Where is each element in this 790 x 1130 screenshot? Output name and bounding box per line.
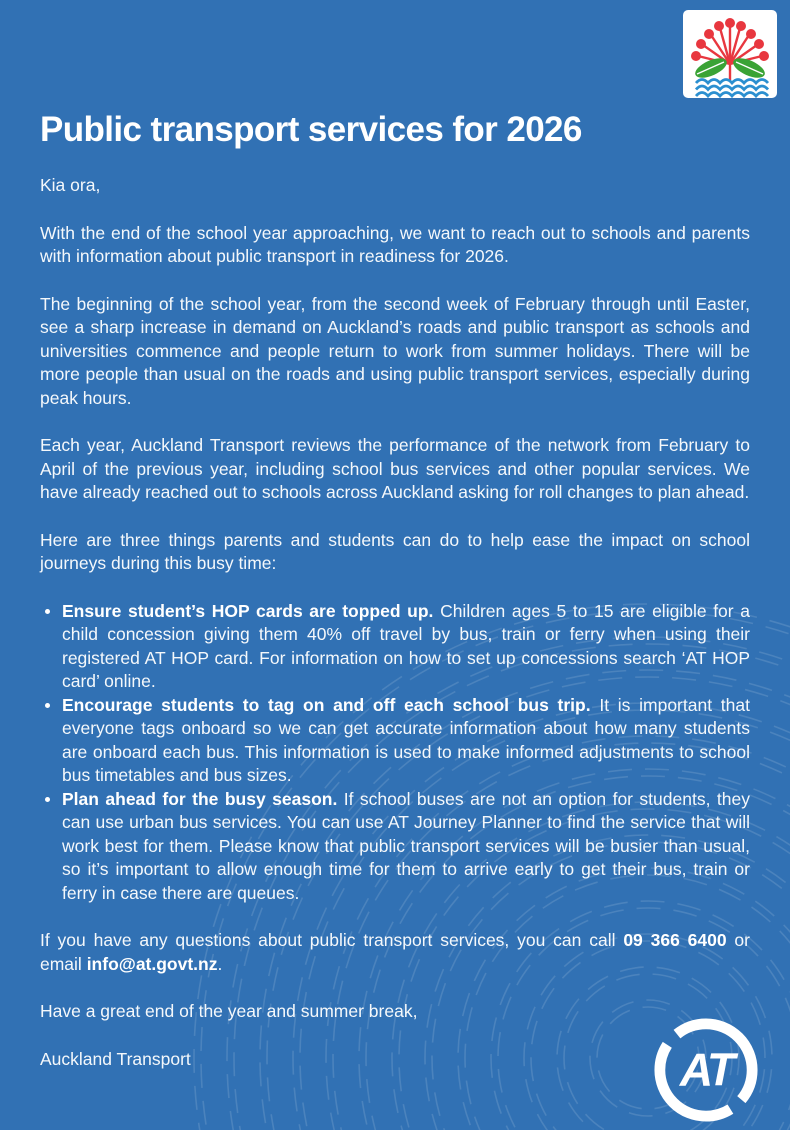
list-item-tag-on-off — [40, 694, 750, 788]
list-item-hop-cards — [40, 600, 750, 694]
contact-text: or email — [40, 930, 750, 974]
tip-lead: Encourage students to tag on and off each school bus trip. — [62, 694, 591, 715]
at-logo — [652, 1016, 760, 1124]
closing: Have a great end of the year and summer break, — [40, 1001, 418, 1022]
contact-line — [40, 929, 750, 976]
tips-list — [40, 600, 750, 906]
tip-lead: Plan ahead for the busy season. — [62, 788, 338, 809]
paragraph-demand: The beginning of the school year, from the second week of February through until Easter, see a sharp increase in demand on Auckland’s roads and public transport as schools and universities commence and people return to work from summer holidays. There will be more people than usual on the roads and using public transport services, especially during peak hours. — [40, 293, 750, 408]
list-item-plan-ahead — [40, 788, 750, 906]
contact-text: . — [217, 953, 223, 974]
email-address: info@at.govt.nz — [86, 953, 218, 974]
at-roundel-icon — [652, 1016, 760, 1124]
page-title: Public transport services for 2026 — [40, 110, 582, 149]
tip-text: It is important that everyone tags onboard so we can get accurate information about how many students are onboard each bus. This information is used to make informed adjustments to school bus timetables and bus sizes. — [62, 694, 750, 786]
phone-number: 09 366 6400 — [623, 930, 727, 951]
paragraph-intro: With the end of the school year approaching, we want to reach out to schools and parents with information about public transport in readiness for 2026. — [40, 222, 750, 267]
bullet-icon — [45, 703, 50, 708]
bullet-icon — [45, 797, 50, 802]
tip-text: If school buses are not an option for students, they can use urban bus services. You can use AT Journey Planner to find the service that will work best for them. Please know that public transport services will be busier than usual, so it’s important to allow enough time for them to arrive early to get their bus, train or ferry in case there are queues. — [62, 788, 750, 903]
contact-text: If you have any questions about public transport services, you can call — [40, 930, 624, 951]
bullet-icon — [45, 609, 50, 614]
paragraph-review: Each year, Auckland Transport reviews the performance of the network from February to April of the previous year, including school bus services and other popular services. We have already reached out to schools across Auckland asking for roll changes to plan ahead. — [40, 435, 750, 503]
tip-text: Children ages 5 to 15 are eligible for a child concession giving them 40% off travel by bus, train or ferry when using their registered AT HOP card. For information on how to set up concessions search ‘AT HOP card’ online. — [62, 600, 750, 692]
pohutukawa-icon — [683, 10, 777, 98]
paragraph-tips-intro: Here are three things parents and students can do to help ease the impact on school journeys during this busy time: — [40, 529, 750, 574]
auckland-council-logo — [683, 10, 777, 98]
tip-lead: Ensure student’s HOP cards are topped up. — [62, 600, 434, 621]
at-logo-text: AT — [679, 1043, 733, 1096]
signature: Auckland Transport — [40, 1048, 191, 1069]
greeting: Kia ora, — [40, 175, 101, 196]
